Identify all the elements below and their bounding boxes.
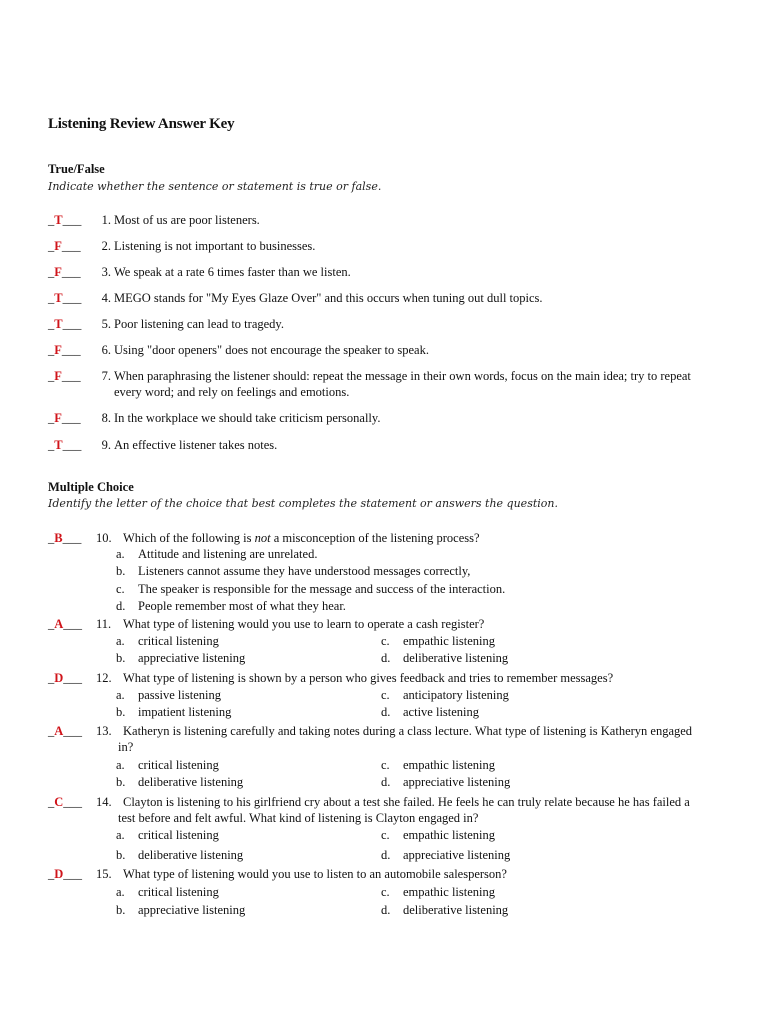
answer-letter: D (54, 671, 64, 685)
option-letter: a. (116, 758, 125, 772)
item-number: 14. (96, 795, 112, 809)
answer-blank: _A___ (48, 724, 83, 738)
option-text: critical listening (138, 758, 219, 772)
item-text: Using "door openers" does not encourage the speaker to speak. (114, 343, 429, 357)
option-text: active listening (403, 705, 480, 719)
option-text: appreciative listening (138, 651, 246, 665)
item-text: What type of listening would you use to learn to operate a cash register? (123, 617, 485, 631)
answer-blank: _T___ (48, 317, 82, 331)
mc-heading: Multiple Choice (48, 480, 134, 494)
item-number: 2. (101, 239, 111, 253)
item-text: In the workplace we should take criticism personally. (114, 411, 381, 425)
option-text: deliberative listening (138, 848, 244, 862)
option-text: critical listening (138, 634, 219, 648)
item-text: An effective listener takes notes. (114, 438, 278, 452)
item-text: MEGO stands for "My Eyes Glaze Over" and this occurs when tuning out dull topics. (114, 291, 543, 305)
answer-letter: F (54, 369, 62, 383)
item-text: When paraphrasing the listener should: repeat the message in their own words, focus on the main idea; try to repeat every word; and rely on feelings and emotions. (114, 369, 691, 399)
option-letter: b. (116, 903, 126, 917)
answer-letter: F (54, 265, 62, 279)
answer-letter: F (54, 239, 62, 253)
item-number: 5. (101, 317, 111, 331)
option-letter: b. (116, 651, 126, 665)
answer-letter: D (54, 867, 64, 881)
answer-blank: _D___ (48, 867, 83, 881)
option-letter: a. (116, 828, 125, 842)
option-letter: b. (116, 848, 126, 862)
answer-blank: _F___ (48, 343, 81, 357)
item-number: 11. (96, 617, 112, 631)
item-text: What type of listening is shown by a person who gives feedback and tries to remember messages? (123, 671, 614, 685)
tf-heading: True/False (48, 162, 105, 176)
option-letter: a. (116, 688, 125, 702)
option-letter: a. (116, 547, 125, 561)
tf-instruction: Indicate whether the sentence or statement is true or false. (48, 180, 382, 193)
option-letter: d. (381, 775, 391, 789)
answer-blank: _T___ (48, 438, 82, 452)
answer-letter: F (54, 343, 62, 357)
option-letter: b. (116, 564, 126, 578)
item-text: We speak at a rate 6 times faster than we listen. (114, 265, 351, 279)
option-text: deliberative listening (403, 651, 509, 665)
item-text-before: Which of the following is (123, 531, 255, 545)
option-letter: d. (381, 848, 391, 862)
answer-blank: _F___ (48, 239, 81, 253)
option-text: empathic listening (403, 634, 495, 648)
option-letter: c. (381, 758, 390, 772)
item-number: 8. (101, 411, 111, 425)
item-number: 15. (96, 867, 112, 881)
answer-blank: _C___ (48, 795, 83, 809)
answer-letter: B (54, 531, 63, 545)
option-letter: c. (381, 688, 390, 702)
item-number: 13. (96, 724, 112, 738)
option-text: empathic listening (403, 885, 495, 899)
answer-blank: _A___ (48, 617, 83, 631)
item-number: 10. (96, 531, 112, 545)
answer-blank: _F___ (48, 265, 81, 279)
answer-blank: _T___ (48, 291, 82, 305)
option-text: anticipatory listening (403, 688, 509, 702)
option-text: critical listening (138, 885, 219, 899)
option-letter: d. (116, 599, 126, 613)
item-number: 6. (101, 343, 111, 357)
item-text (123, 530, 703, 546)
answer-letter: F (54, 411, 62, 425)
option-letter: c. (381, 828, 390, 842)
item-text: Clayton is listening to his girlfriend cry about a test she failed. He feels he can truly relate because he has failed a test before and felt awful. What kind of listening is Clayton engaged in? (118, 795, 690, 825)
option-letter: a. (116, 885, 125, 899)
answer-blank: _F___ (48, 369, 81, 383)
option-text: Attitude and listening are unrelated. (138, 547, 318, 561)
option-text: appreciative listening (403, 775, 511, 789)
page-title: Listening Review Answer Key (48, 116, 235, 132)
answer-blank: _T___ (48, 213, 82, 227)
option-text: impatient listening (138, 705, 232, 719)
answer-letter: T (54, 438, 63, 452)
answer-letter: T (54, 291, 63, 305)
option-letter: d. (381, 651, 391, 665)
option-letter: c. (116, 582, 125, 596)
option-text: passive listening (138, 688, 221, 702)
option-text: People remember most of what they hear. (138, 599, 346, 613)
item-text: Katheryn is listening carefully and taking notes during a class lecture. What type of listening is Katheryn engaged in? (118, 724, 693, 754)
option-letter: a. (116, 634, 125, 648)
option-text: empathic listening (403, 758, 495, 772)
option-text: appreciative listening (138, 903, 246, 917)
item-number: 4. (101, 291, 111, 305)
option-text: appreciative listening (403, 848, 511, 862)
answer-letter: T (54, 213, 63, 227)
answer-letter: T (54, 317, 63, 331)
item-number: 1. (101, 213, 111, 227)
option-letter: c. (381, 634, 390, 648)
item-number: 9. (101, 438, 111, 452)
item-text-after: a misconception of the listening process? (270, 531, 480, 545)
option-letter: b. (116, 705, 126, 719)
item-text: What type of listening would you use to listen to an automobile salesperson? (123, 867, 507, 881)
option-text: deliberative listening (138, 775, 244, 789)
option-letter: d. (381, 903, 391, 917)
answer-letter: C (54, 795, 64, 809)
option-text: deliberative listening (403, 903, 509, 917)
answer-blank: _B___ (48, 531, 82, 545)
item-text: Most of us are poor listeners. (114, 213, 260, 227)
item-text-italic: not (254, 531, 271, 545)
item-number: 7. (101, 369, 111, 383)
item-number: 12. (96, 671, 112, 685)
option-letter: c. (381, 885, 390, 899)
item-text: Poor listening can lead to tragedy. (114, 317, 284, 331)
option-text: Listeners cannot assume they have understood messages correctly, (138, 564, 471, 578)
answer-blank: _F___ (48, 411, 81, 425)
item-text: Listening is not important to businesses. (114, 239, 316, 253)
option-text: empathic listening (403, 828, 495, 842)
answer-blank: _D___ (48, 671, 83, 685)
answer-letter: A (54, 724, 64, 738)
item-number: 3. (101, 265, 111, 279)
option-letter: b. (116, 775, 126, 789)
option-text: critical listening (138, 828, 219, 842)
answer-letter: A (54, 617, 64, 631)
option-text: The speaker is responsible for the message and success of the interaction. (138, 582, 506, 596)
mc-instruction: Identify the letter of the choice that best completes the statement or answers the question. (48, 497, 558, 510)
option-letter: d. (381, 705, 391, 719)
